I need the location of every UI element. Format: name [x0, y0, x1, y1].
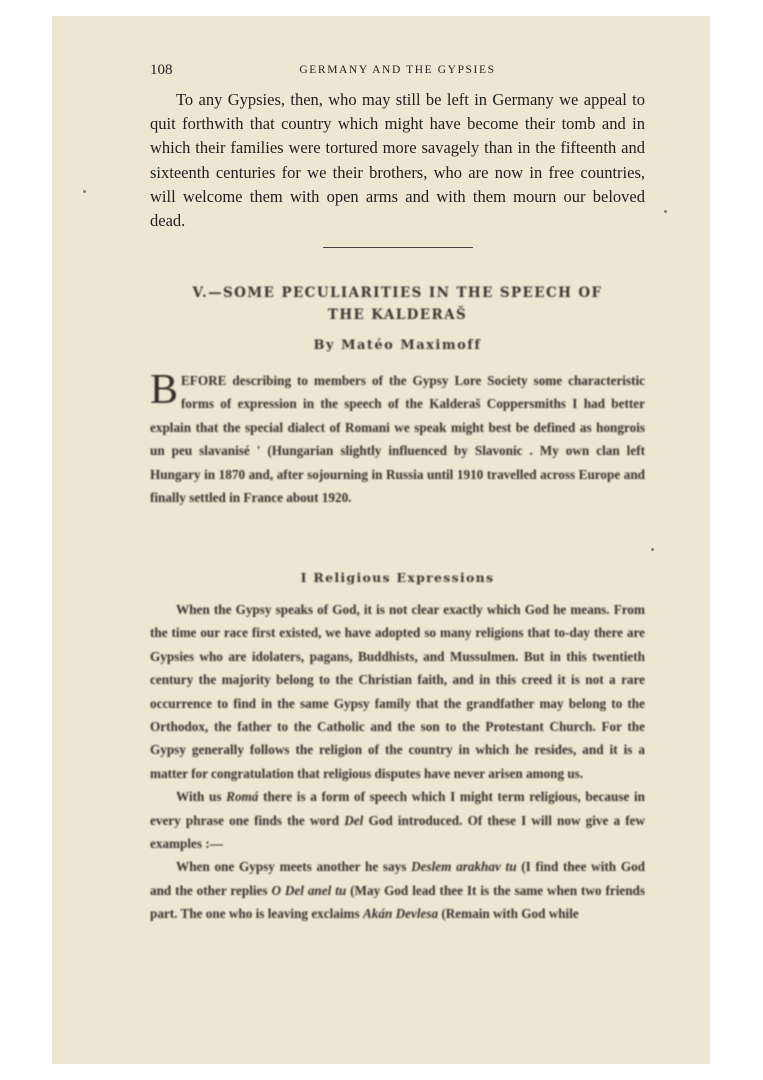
- para2-text-b: there is a form of speech which I might term religious, because in every phrase one finds the word: [150, 789, 645, 828]
- section-divider: [323, 247, 473, 248]
- section-title-line1: V.—SOME PECULIARITIES IN THE SPEECH OF: [192, 285, 603, 301]
- paper-speck: [651, 548, 654, 551]
- para3-phrase-2: O Del anel tu: [271, 882, 347, 898]
- intro-text: EFORE describing to members of the Gypsy Lore Society some characteristic forms of expression in the speech of the Kalderaš Coppersmiths I had better explain that the special dialect of Romani we speak might best be defined as hongrois un peu slavanisé ' (Hungarian slightly influenced by Slavonic . My own clan left Hungary in 1870 and, after sojourning in Russia until 1910 travelled across Europe and finally settled in France about 1920.: [150, 373, 645, 506]
- para3-text-c: (May God lead thee It is the same when two friends part. The one who is leaving exclaims: [150, 882, 646, 922]
- para3-text-a: When one Gypsy meets another he says: [176, 859, 412, 875]
- para2-text-a: With us: [176, 789, 227, 805]
- paper-speck: [83, 190, 86, 193]
- intro-paragraph: [150, 369, 645, 509]
- running-header: [150, 62, 645, 80]
- byline: By Matéo Maximoff: [313, 338, 482, 353]
- subheading: I Religious Expressions: [300, 570, 495, 585]
- para3-text-b: (I find thee with God and the other replies: [150, 859, 646, 898]
- para3-phrase-3: Akán Devlesa: [362, 906, 439, 922]
- section-title: [150, 282, 645, 326]
- para2-text-c: God introduced. Of these I will now give a few examples :—: [150, 812, 646, 852]
- religion-section-block: [150, 598, 645, 926]
- intro-paragraph-block: [150, 369, 645, 509]
- drop-cap: B: [150, 367, 179, 413]
- appeal-paragraph-block: [150, 88, 645, 233]
- para3-phrase-1: Deslem arakhav tu: [411, 859, 517, 875]
- para3-text-d: (Remain with God while: [438, 906, 579, 922]
- page-number: 108: [150, 62, 173, 78]
- religion-paragraph-2: [150, 785, 645, 855]
- running-title: GERMANY AND THE GYPSIES: [299, 64, 496, 76]
- para2-term-del: Del: [344, 812, 364, 828]
- paper-speck: [664, 210, 667, 213]
- section-title-line2: THE KALDERAŠ: [327, 307, 468, 323]
- appeal-paragraph: To any Gypsies, then, who may still be left in Germany we appeal to quit forthwith that country which might have become their tomb and in which their families were tortured more savagely than in the fifteenth and sixteenth centuries for we their brothers, who are now in free countries, will welcome them with open arms and with them mourn our beloved dead.: [150, 90, 645, 231]
- religion-paragraph-1: When the Gypsy speaks of God, it is not clear exactly which God he means. From the time our race first existed, we have adopted so many religions that to-day there are Gypsies who are idolaters, pagans, Buddhists, and Mussulmen. But in this twentieth century the majority belong to the Christian faith, and in this creed it is not a rare occurrence to find in the same Gypsy family that the grandfather may belong to the Orthodox, the father to the Catholic and the son to the Protestant Church. For the Gypsy generally follows the religion of the country in which he resides, and it is a matter for congratulation that religious disputes have never arisen among us.: [150, 602, 645, 781]
- para2-term-roma: Romá: [226, 789, 259, 805]
- religion-paragraph-3: [150, 855, 645, 925]
